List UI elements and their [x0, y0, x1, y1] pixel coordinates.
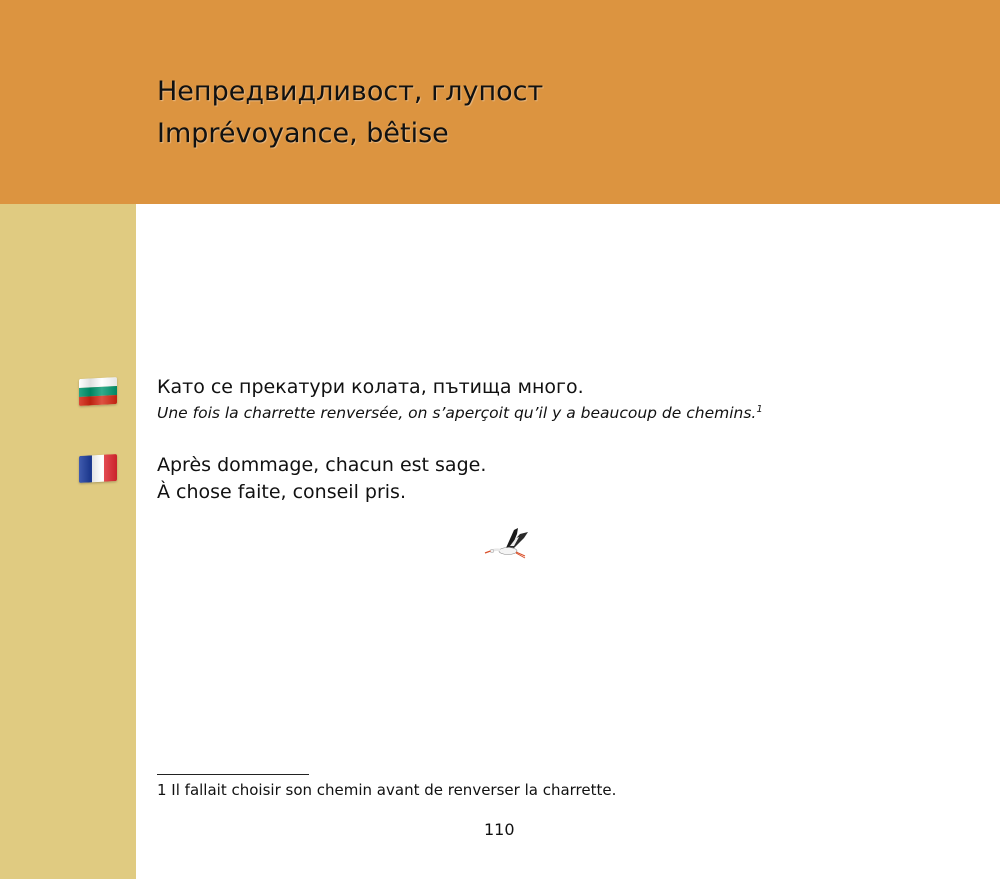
bulgaria-flag-icon — [79, 377, 117, 406]
footnote-reference: 1 — [756, 403, 763, 415]
page-number: 110 — [484, 820, 515, 839]
bulgarian-proverb: Като се прекатури колата, пътища много. — [157, 376, 584, 398]
page-title-french: Imprévoyance, bêtise — [157, 118, 449, 149]
translation-text: Une fois la charrette renversée, on s’aperçoit qu’il y a beaucoup de chemins. — [157, 404, 757, 422]
header-band — [0, 0, 1000, 204]
footnote: 1 Il fallait choisir son chemin avant de renverser la charrette. — [157, 781, 617, 799]
france-flag-icon — [79, 454, 117, 483]
side-stripe — [0, 204, 136, 879]
page-title-bulgarian: Непредвидливост, глупост — [157, 76, 544, 107]
footnote-divider — [157, 774, 309, 775]
french-proverb-2: À chose faite, conseil pris. — [157, 481, 406, 503]
french-proverb-1: Après dommage, chacun est sage. — [157, 454, 487, 476]
bulgarian-proverb-translation — [157, 404, 763, 422]
stork-icon — [484, 526, 532, 564]
